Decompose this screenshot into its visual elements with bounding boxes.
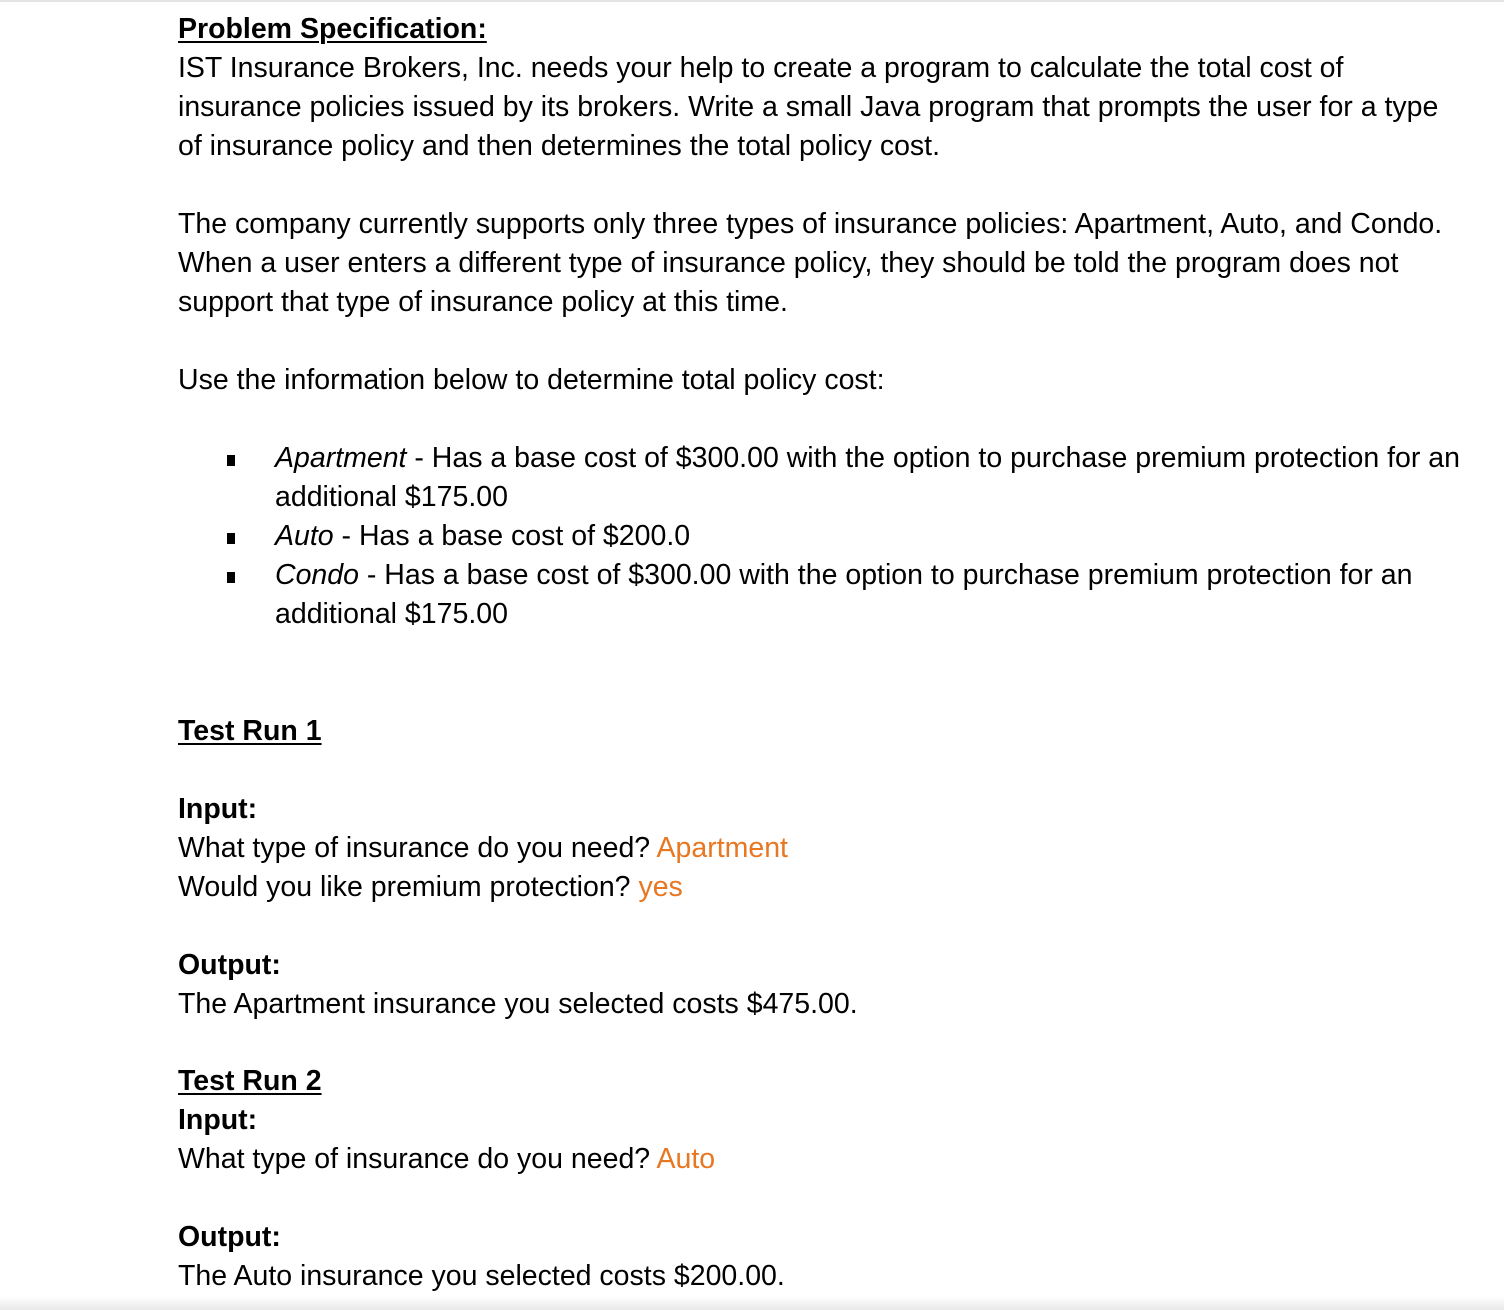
problem-intro-paragraph: IST Insurance Brokers, Inc. needs your help to create a program to calculate the total cost of insurance policies issued by its brokers. Write a small Java program that prompts the user for a type of insurance policy and then determines the total policy cost. bbox=[178, 52, 1439, 162]
spacer bbox=[178, 400, 1468, 439]
top-border bbox=[0, 0, 1504, 2]
test-run-2-output-text: The Auto insurance you selected costs $200.00. bbox=[178, 1260, 785, 1292]
policy-name: Auto bbox=[275, 520, 334, 552]
use-info-paragraph: Use the information below to determine total policy cost: bbox=[178, 364, 885, 396]
bullet-icon bbox=[227, 455, 235, 466]
test-run-1-input-label: Input: bbox=[178, 793, 258, 825]
spacer bbox=[178, 634, 1468, 712]
test-run-2-heading: Test Run 2 bbox=[178, 1065, 322, 1097]
test-run-1-premium-line bbox=[178, 868, 1468, 907]
document-content bbox=[178, 10, 1468, 1296]
policy-description: - Has a base cost of $200.0 bbox=[333, 520, 691, 552]
bullet-icon bbox=[227, 533, 235, 544]
premium-answer: yes bbox=[638, 871, 683, 903]
problem-specification-heading: Problem Specification: bbox=[178, 13, 487, 45]
supported-policies-paragraph: The company currently supports only three types of insurance policies: Apartment, Auto, and Condo. When a user enters a different type of insurance policy, they should be told the program does not support that type of insurance policy at this time. bbox=[178, 208, 1443, 318]
spacer bbox=[178, 1024, 1468, 1062]
test-run-1-heading: Test Run 1 bbox=[178, 715, 322, 747]
type-answer: Apartment bbox=[656, 832, 788, 864]
bullet-icon bbox=[227, 572, 235, 583]
test-run-2-type-line bbox=[178, 1140, 1468, 1179]
spacer bbox=[178, 166, 1468, 205]
policy-name: Condo bbox=[275, 559, 359, 591]
test-run-1-output-label: Output: bbox=[178, 949, 281, 981]
spacer bbox=[178, 1179, 1468, 1218]
type-prompt: What type of insurance do you need? bbox=[178, 832, 657, 864]
policy-description: - Has a base cost of $300.00 with the option to purchase premium protection for an additional $175.00 bbox=[275, 559, 1413, 630]
policy-list bbox=[178, 439, 1468, 634]
policy-item-auto bbox=[178, 517, 1468, 556]
policy-description: - Has a base cost of $300.00 with the option to purchase premium protection for an additional $175.00 bbox=[275, 442, 1460, 513]
policy-item-apartment bbox=[178, 439, 1468, 517]
test-run-1-output-text: The Apartment insurance you selected costs $475.00. bbox=[178, 988, 858, 1020]
spacer bbox=[178, 322, 1468, 361]
test-run-1-type-line bbox=[178, 829, 1468, 868]
type-prompt: What type of insurance do you need? bbox=[178, 1143, 657, 1175]
type-answer: Auto bbox=[656, 1143, 716, 1175]
test-run-2-output-label: Output: bbox=[178, 1221, 281, 1253]
spacer bbox=[178, 907, 1468, 946]
policy-name: Apartment bbox=[275, 442, 407, 474]
spacer bbox=[178, 751, 1468, 790]
bottom-shade bbox=[0, 1296, 1504, 1310]
policy-item-condo bbox=[178, 556, 1468, 634]
premium-prompt: Would you like premium protection? bbox=[178, 871, 639, 903]
test-run-2-input-label: Input: bbox=[178, 1104, 258, 1136]
